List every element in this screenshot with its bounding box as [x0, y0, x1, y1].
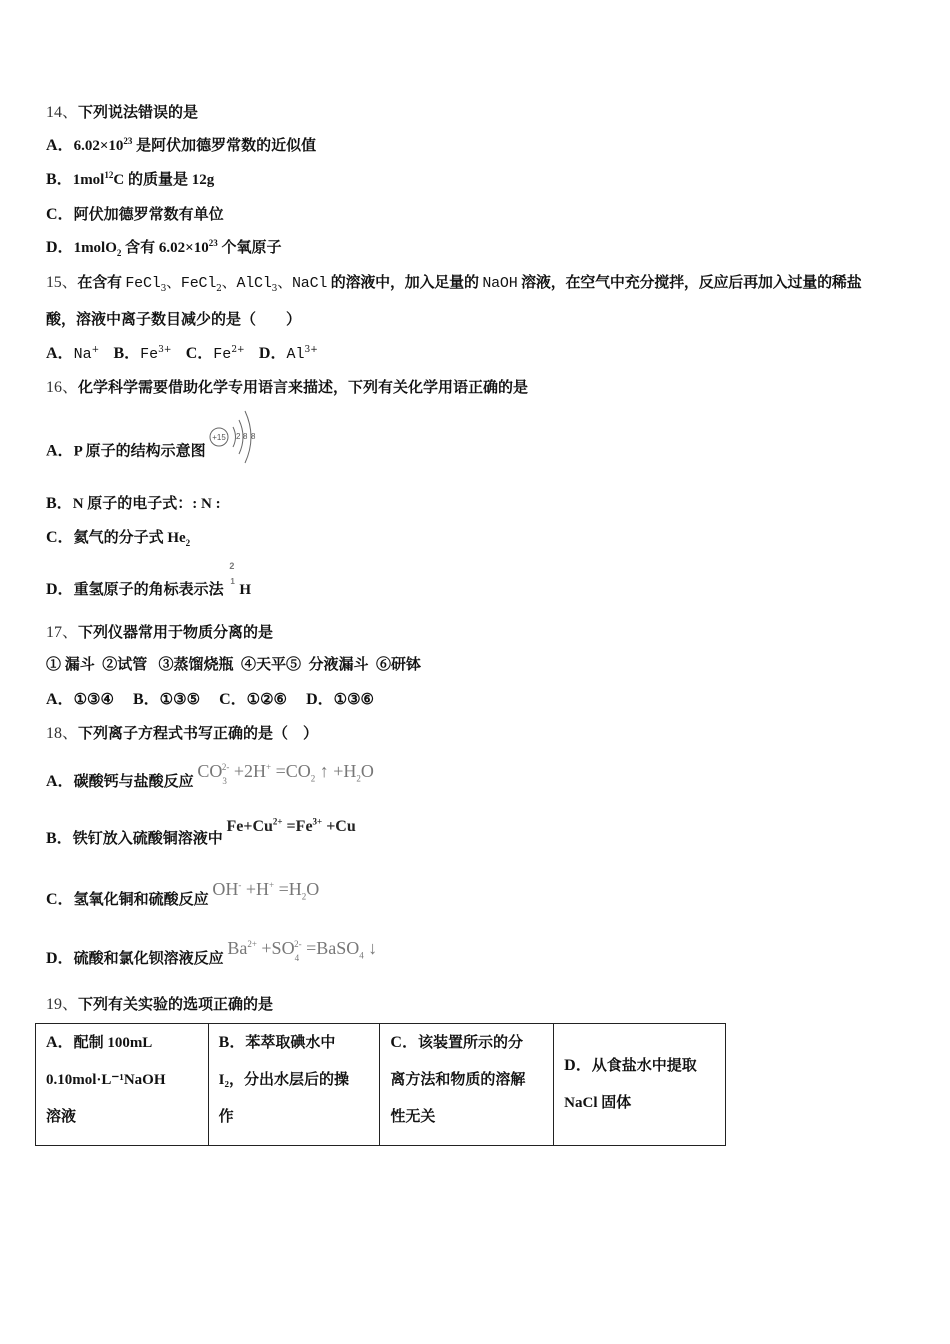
svg-text:2: 2: [236, 432, 241, 441]
deuterium-notation: 2 1: [229, 561, 235, 586]
q14-option-d[interactable]: D．1molO$_2$ 含有 $6.02\times 10^{23}$ 个氧原子: [46, 238, 282, 258]
q15-options: [46, 343, 318, 365]
q19-option-c[interactable]: C．该装置所示的分 离方法和物质的溶解 性无关: [380, 1024, 554, 1146]
svg-text:8: 8: [251, 432, 256, 441]
q18-option-a[interactable]: A．碳酸钙与盐酸反应 $CO_3^{2-} +2H^+ =CO_2$ ↑ $+H_2O$: [46, 761, 374, 790]
q16-option-a[interactable]: A．P 原子的结构示意图 +15 2 8 8: [46, 435, 261, 469]
question-16-stem: 16、化学科学需要借助化学专用语言来描述，下列有关化学用语正确的是: [46, 379, 529, 396]
q14-option-c[interactable]: C．阿伏加德罗常数有单位: [46, 206, 224, 223]
q18-option-b[interactable]: B．铁钉放入硫酸铜溶液中 $Fe+Cu^{2+} =Fe^{3+} +Cu$: [46, 816, 356, 847]
q17-option-c[interactable]: C．①②⑥: [219, 691, 287, 708]
equation-a: $CO_3^{2-} +2H^+ =CO_2$ ↑ $+H_2O$: [197, 761, 374, 786]
q17-option-d[interactable]: D．①③⑥: [306, 691, 374, 708]
q16-option-b[interactable]: B．N 原子的电子式：: N :: [46, 495, 221, 512]
equation-b: $Fe+Cu^{2+} =Fe^{3+} +Cu$: [226, 816, 356, 835]
q15-option-c[interactable]: C．$Fe^{2+}$: [185, 345, 245, 363]
equation-c: $OH^- +H^+ =H_2O$: [212, 879, 320, 902]
svg-text:8: 8: [243, 432, 248, 441]
phosphorus-atom-diagram: [209, 405, 261, 469]
q18-option-c[interactable]: C．氢氧化铜和硫酸反应 $OH^- +H^+ =H_2O$: [46, 879, 320, 908]
q15-option-b[interactable]: B．$Fe^{3+}$: [113, 345, 172, 363]
question-15-stem: 15、在含有 FeCl$_3$、FeCl$_2$、AlCl$_3$、NaCl 的溶液中，加入足量的 NaOH 溶液，在空气中充分搅拌，反应后再加入过量的稀盐: [46, 274, 862, 294]
q17-option-b[interactable]: B．①③⑤: [132, 691, 201, 708]
q19-option-b[interactable]: B．苯萃取碘水中 I₂，分出水层后的操 作: [208, 1024, 380, 1146]
question-19-stem: 19、下列有关实验的选项正确的是: [46, 996, 274, 1013]
q14-option-b[interactable]: B．1mol$^{12}$C 的质量是 12g: [46, 170, 215, 188]
q16-option-c[interactable]: C．氦气的分子式 $He_2$: [46, 529, 191, 548]
q17-option-a[interactable]: A．①③④: [46, 691, 114, 708]
q19-option-a[interactable]: A．配制 100mL 0.10mol·L⁻¹NaOH 溶液: [36, 1024, 209, 1146]
q19-option-d[interactable]: D．从食盐水中提取 NaCl 固体: [554, 1024, 726, 1146]
question-15-stem-line2: 酸，溶液中离子数目减少的是（ ）: [46, 312, 302, 328]
question-18-stem: 18、下列离子方程式书写正确的是（ ）: [46, 725, 319, 742]
svg-text:+15: +15: [212, 433, 227, 442]
q14-option-a[interactable]: A．$6.02\times 10^{23}$ 是阿伏加德罗常数的近似值: [46, 136, 317, 154]
question-number: 14、: [46, 104, 79, 121]
question-17-stem: 17、下列仪器常用于物质分离的是: [46, 624, 274, 641]
question-14-stem: 14、下列说法错误的是: [46, 104, 199, 121]
q18-option-d[interactable]: D．硫酸和氯化钡溶液反应 $Ba^{2+} +SO_4^{2-}$ =BaSO$_4$ ↓: [46, 938, 378, 967]
q17-instrument-list: ① 漏斗 ②试管 ③蒸馏烧瓶 ④天平⑤ 分液漏斗 ⑥研钵: [46, 657, 422, 673]
q15-option-d[interactable]: D．$Al^{3+}$: [258, 345, 318, 363]
q15-option-a[interactable]: A．Na+: [46, 345, 100, 363]
q19-options-table: [35, 1023, 726, 1146]
q16-option-d[interactable]: D．重氢原子的角标表示法 2 1 H: [46, 561, 251, 598]
equation-d: $Ba^{2+} +SO_4^{2-}$ =BaSO$_4$ ↓: [227, 938, 378, 963]
q17-options: [46, 689, 374, 710]
